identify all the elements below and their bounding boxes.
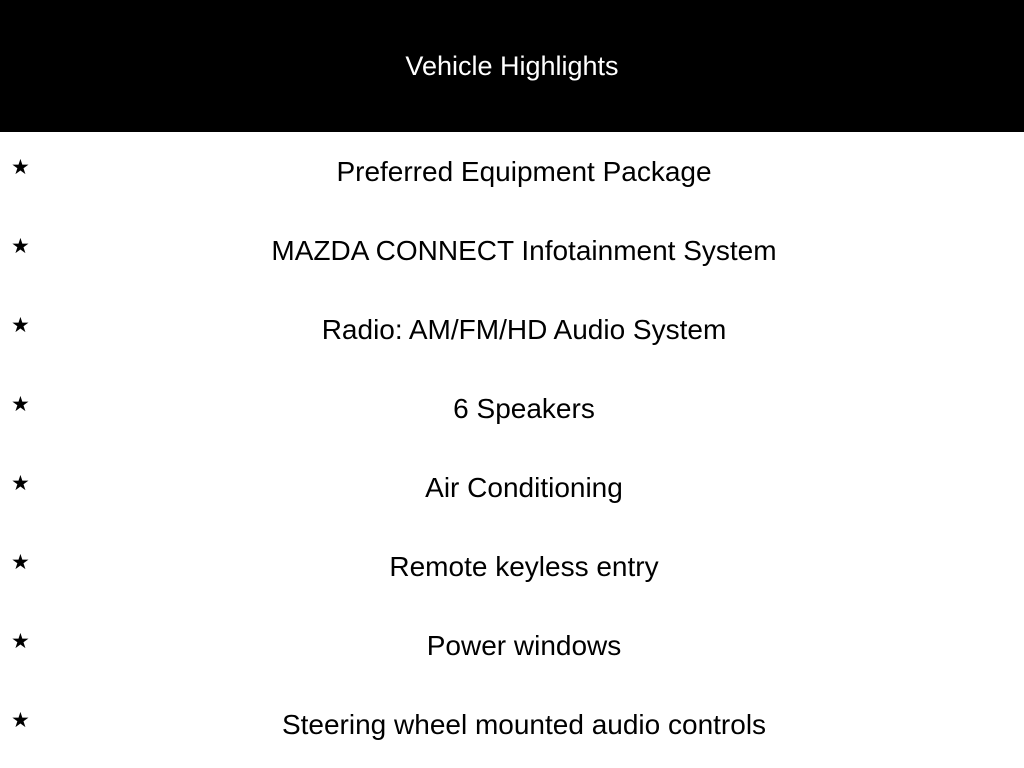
highlight-label: Air Conditioning — [425, 472, 623, 503]
highlight-label: Radio: AM/FM/HD Audio System — [321, 314, 727, 345]
highlights-list — [0, 132, 1024, 764]
star-icon: ★ — [11, 392, 30, 416]
highlight-label: Preferred Equipment Package — [336, 156, 712, 187]
star-icon: ★ — [11, 708, 30, 732]
star-icon: ★ — [11, 550, 30, 574]
star-icon: ★ — [11, 313, 30, 337]
highlight-label: Steering wheel mounted audio controls — [281, 709, 767, 740]
list-item — [0, 369, 1024, 448]
star-icon: ★ — [11, 471, 30, 495]
page-title: Vehicle Highlights — [405, 51, 619, 81]
highlight-label: 6 Speakers — [453, 393, 595, 424]
star-icon: ★ — [11, 155, 30, 179]
highlights-header — [0, 0, 1024, 132]
star-icon: ★ — [11, 234, 30, 258]
highlight-label: Remote keyless entry — [389, 551, 659, 582]
list-item — [0, 685, 1024, 764]
list-item — [0, 527, 1024, 606]
highlight-label: Power windows — [426, 630, 622, 661]
list-item — [0, 606, 1024, 685]
list-item — [0, 211, 1024, 290]
list-item — [0, 290, 1024, 369]
star-icon: ★ — [11, 629, 30, 653]
list-item — [0, 448, 1024, 527]
list-item — [0, 132, 1024, 211]
highlight-label: MAZDA CONNECT Infotainment System — [271, 235, 777, 266]
